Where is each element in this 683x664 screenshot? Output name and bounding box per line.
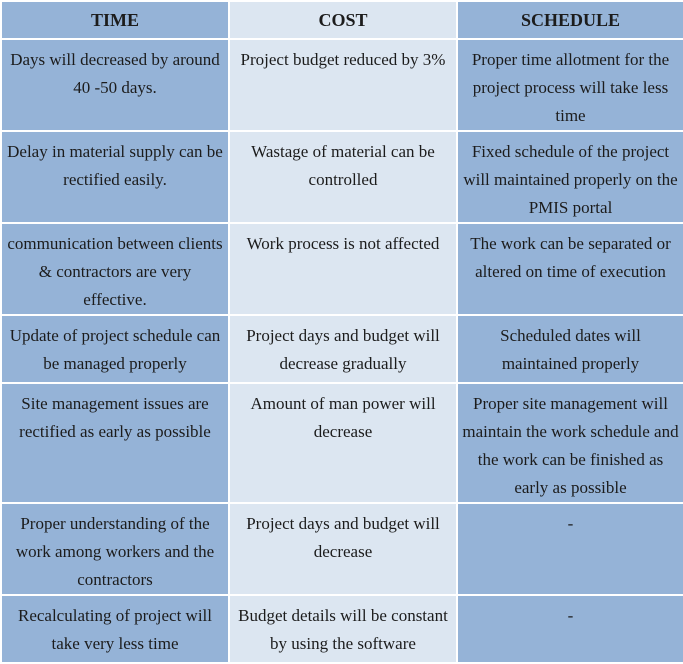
time-cell: Recalculating of project will take very less time: [1, 595, 229, 663]
cost-cell: Budget details will be constant by using the software: [229, 595, 457, 663]
table-row: [1, 131, 683, 223]
cost-cell: Wastage of material can be controlled: [229, 131, 457, 223]
schedule-cell: Proper time allotment for the project process will take less time: [457, 39, 683, 131]
table-row: [1, 383, 683, 503]
table-row: [1, 595, 683, 663]
time-cell: Update of project schedule can be managed properly: [1, 315, 229, 383]
time-cell: Delay in material supply can be rectified easily.: [1, 131, 229, 223]
schedule-cell: Scheduled dates will maintained properly: [457, 315, 683, 383]
cost-cell: Project days and budget will decrease: [229, 503, 457, 595]
table-row: [1, 503, 683, 595]
cost-cell: Project budget reduced by 3%: [229, 39, 457, 131]
schedule-cell: The work can be separated or altered on time of execution: [457, 223, 683, 315]
header-cost: COST: [229, 1, 457, 39]
schedule-cell: -: [457, 503, 683, 595]
table-row: [1, 39, 683, 131]
time-cell: communication between clients & contractors are very effective.: [1, 223, 229, 315]
header-row: [1, 1, 683, 39]
time-cell: Site management issues are rectified as early as possible: [1, 383, 229, 503]
time-cell: Days will decreased by around 40 -50 days.: [1, 39, 229, 131]
schedule-cell: -: [457, 595, 683, 663]
cost-cell: Work process is not affected: [229, 223, 457, 315]
cost-cell: Amount of man power will decrease: [229, 383, 457, 503]
cost-cell: Project days and budget will decrease gradually: [229, 315, 457, 383]
schedule-cell: Fixed schedule of the project will maintained properly on the PMIS portal: [457, 131, 683, 223]
header-schedule: SCHEDULE: [457, 1, 683, 39]
schedule-cell: Proper site management will maintain the work schedule and the work can be finished as early as possible: [457, 383, 683, 503]
table-row: [1, 223, 683, 315]
time-cell: Proper understanding of the work among workers and the contractors: [1, 503, 229, 595]
header-time: TIME: [1, 1, 229, 39]
table-row: [1, 315, 683, 383]
